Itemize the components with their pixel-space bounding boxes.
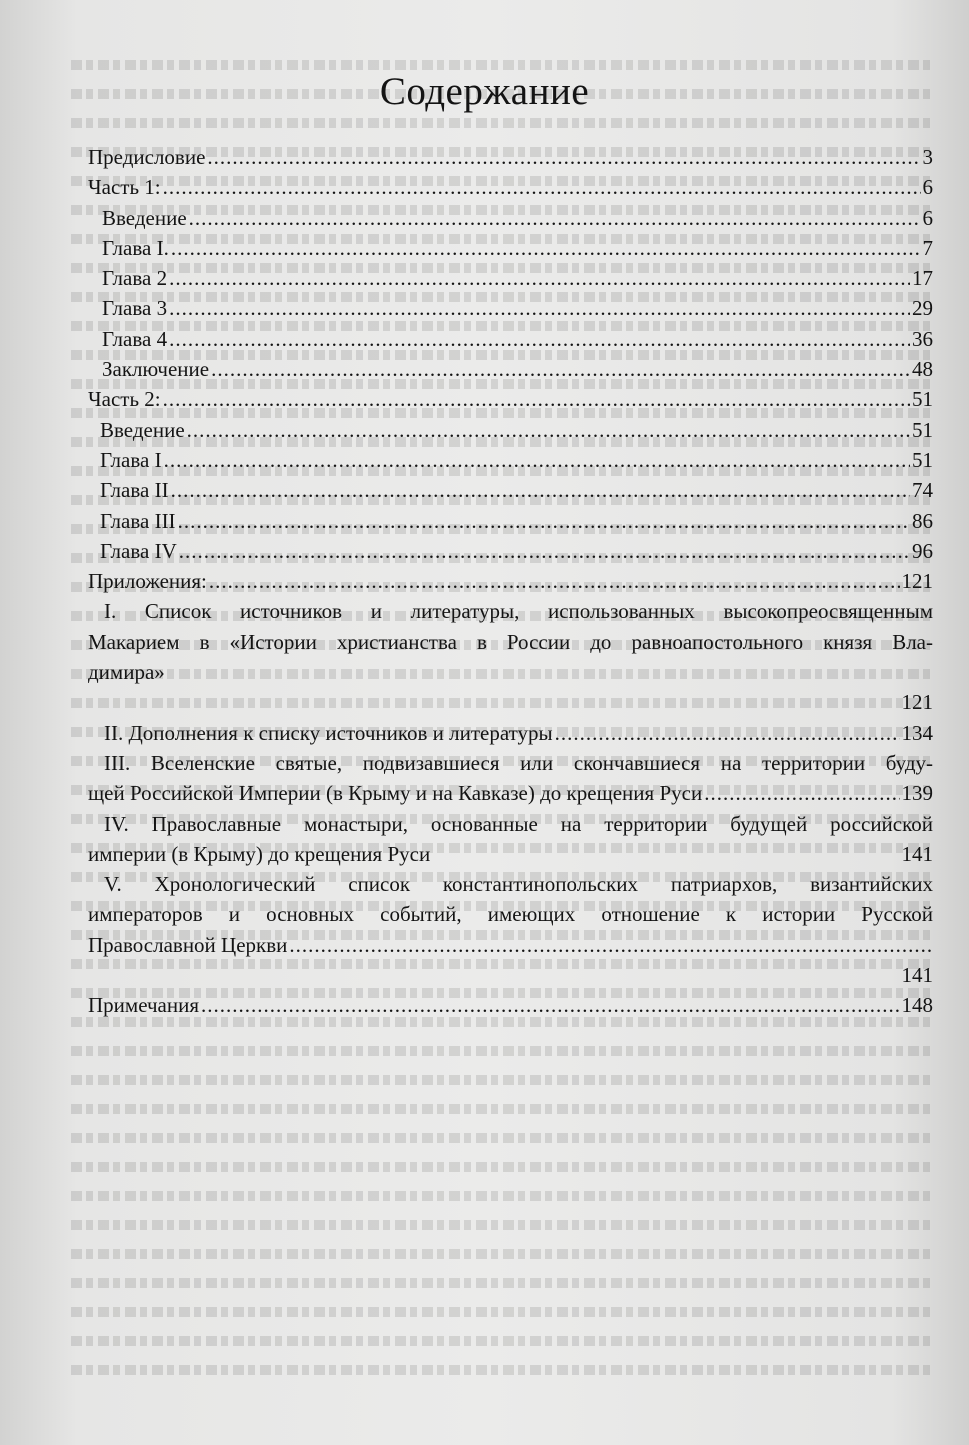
toc-label: Часть 1: xyxy=(88,175,161,200)
appendix-line xyxy=(88,778,933,808)
appendix-1-line-1: I. Список источников и литературы, использованных высокопреосвященным xyxy=(104,599,933,624)
toc-label: Введение xyxy=(100,417,185,442)
dot-leader xyxy=(187,415,910,445)
dot-leader xyxy=(171,475,910,505)
toc-page-number: 6 xyxy=(922,205,933,230)
toc-page-number: 6 xyxy=(922,175,933,200)
toc-entry-part2-ch4 xyxy=(88,536,933,566)
toc-page-number: 121 xyxy=(901,690,933,715)
toc-page-number: 36 xyxy=(912,326,933,351)
toc-page-number: 121 xyxy=(901,569,933,594)
toc-entry-part1-ch1 xyxy=(88,233,933,263)
dot-leader xyxy=(211,354,910,384)
appendix-5-line-1: V. Хронологический список константинопольских патриархов, византийских xyxy=(104,872,933,897)
toc-label: Часть 2: xyxy=(88,387,161,412)
toc-entry-part2-ch1 xyxy=(88,445,933,475)
appendix-line xyxy=(88,748,933,778)
toc-entry-appendix-4 xyxy=(88,809,933,870)
toc-page-number: 17 xyxy=(912,266,933,291)
appendix-line xyxy=(88,869,933,899)
toc-label: Глава I. xyxy=(102,235,169,260)
dot-leader xyxy=(169,324,910,354)
appendix-3-line-1: III. Вселенские святые, подвизавшиеся или скончавшиеся на территории буду- xyxy=(104,750,933,775)
toc-entry-part1-ch4 xyxy=(88,324,933,354)
dot-leader xyxy=(169,293,910,323)
appendix-3-line-2: щей Российской Империи (в Крыму и на Кавказе) до крещения Руси xyxy=(88,781,703,806)
toc-label: Примечания xyxy=(88,993,200,1018)
toc-label: Предисловие xyxy=(88,145,206,169)
dot-leader xyxy=(189,203,921,233)
appendix-line xyxy=(88,899,933,929)
toc-page-number: 51 xyxy=(912,447,933,472)
appendix-5-line-2: императоров и основных событий, имеющих отношение к истории Русской xyxy=(88,902,933,927)
dot-leader xyxy=(169,263,910,293)
toc-page-number: 141 xyxy=(901,963,933,988)
appendix-line xyxy=(88,930,933,960)
appendix-4-line-1: IV. Православные монастыри, основанные на территории будущей российской xyxy=(104,811,933,836)
appendix-1-line-3: димира» xyxy=(88,660,165,685)
dot-leader xyxy=(289,930,931,960)
toc-entry-preface xyxy=(88,142,933,172)
toc-entry-part1-ch2 xyxy=(88,263,933,293)
appendix-5-line-3: Православной Церкви xyxy=(88,932,288,957)
toc-entry-appendix-3 xyxy=(88,748,933,809)
toc-entry-notes xyxy=(88,990,933,1020)
toc-page-number: 29 xyxy=(912,296,933,321)
toc-entry-part2-ch3 xyxy=(88,506,933,536)
appendix-4-line-2: империи (в Крыму) до крещения Руси xyxy=(88,841,431,866)
toc-page-number: 3 xyxy=(922,145,933,169)
toc-page-number: 141 xyxy=(901,841,933,866)
toc-entry-appendix-2 xyxy=(88,718,933,748)
toc-entry-appendix-5 xyxy=(88,869,933,990)
toc-label: II. Дополнения к списку источников и литературы xyxy=(104,720,553,745)
dot-leader xyxy=(171,233,921,263)
dot-leader xyxy=(163,172,921,202)
toc-label: Глава I xyxy=(100,447,162,472)
appendix-line xyxy=(88,657,933,687)
appendix-line xyxy=(88,687,933,717)
dot-leader xyxy=(178,506,910,536)
dot-leader xyxy=(179,536,910,566)
toc-label: Глава III xyxy=(100,508,176,533)
toc-label: Глава II xyxy=(100,478,169,503)
toc-page-number: 48 xyxy=(912,357,933,382)
toc-entry-part1 xyxy=(88,172,933,202)
toc-entry-part1-ch3 xyxy=(88,293,933,323)
page-title: Содержание xyxy=(379,70,590,113)
dot-leader xyxy=(704,778,899,808)
table-of-contents xyxy=(88,142,933,1021)
dot-leader xyxy=(555,718,900,748)
toc-page-number: 51 xyxy=(912,417,933,442)
appendix-line xyxy=(88,960,933,990)
toc-page-number: 148 xyxy=(901,993,933,1018)
toc-page-number: 51 xyxy=(912,387,933,412)
toc-page-number: 74 xyxy=(912,478,933,503)
toc-label: Глава IV xyxy=(100,538,177,563)
toc-label: Глава 3 xyxy=(102,296,168,321)
toc-entry-appendices xyxy=(88,566,933,596)
toc-label: Глава 2 xyxy=(102,266,168,291)
toc-entry-part2 xyxy=(88,384,933,414)
dot-leader xyxy=(201,990,899,1020)
toc-entry-part1-intro xyxy=(88,203,933,233)
toc-label: Глава 4 xyxy=(102,326,168,351)
dot-leader xyxy=(207,142,920,172)
dot-leader xyxy=(209,566,900,596)
dot-leader xyxy=(164,445,910,475)
toc-label: Заключение xyxy=(102,357,210,382)
toc-entry-part1-conclusion xyxy=(88,354,933,384)
appendix-line xyxy=(88,839,933,869)
toc-page-number: 134 xyxy=(901,720,933,745)
toc-label: Приложения: xyxy=(88,569,207,594)
appendix-line xyxy=(88,627,933,657)
toc-entry-part2-intro xyxy=(88,415,933,445)
toc-page-number: 7 xyxy=(922,235,933,260)
appendix-1-line-2: Макарием в «Истории христианства в России до равноапостольного князя Вла- xyxy=(88,629,933,654)
dot-leader xyxy=(163,384,910,414)
toc-page-number: 96 xyxy=(912,538,933,563)
toc-page-number: 139 xyxy=(901,781,933,806)
toc-entry-appendix-1 xyxy=(88,596,933,717)
toc-label: Введение xyxy=(102,205,187,230)
toc-page-number: 86 xyxy=(912,508,933,533)
appendix-line xyxy=(88,809,933,839)
appendix-line xyxy=(88,596,933,626)
toc-entry-part2-ch2 xyxy=(88,475,933,505)
